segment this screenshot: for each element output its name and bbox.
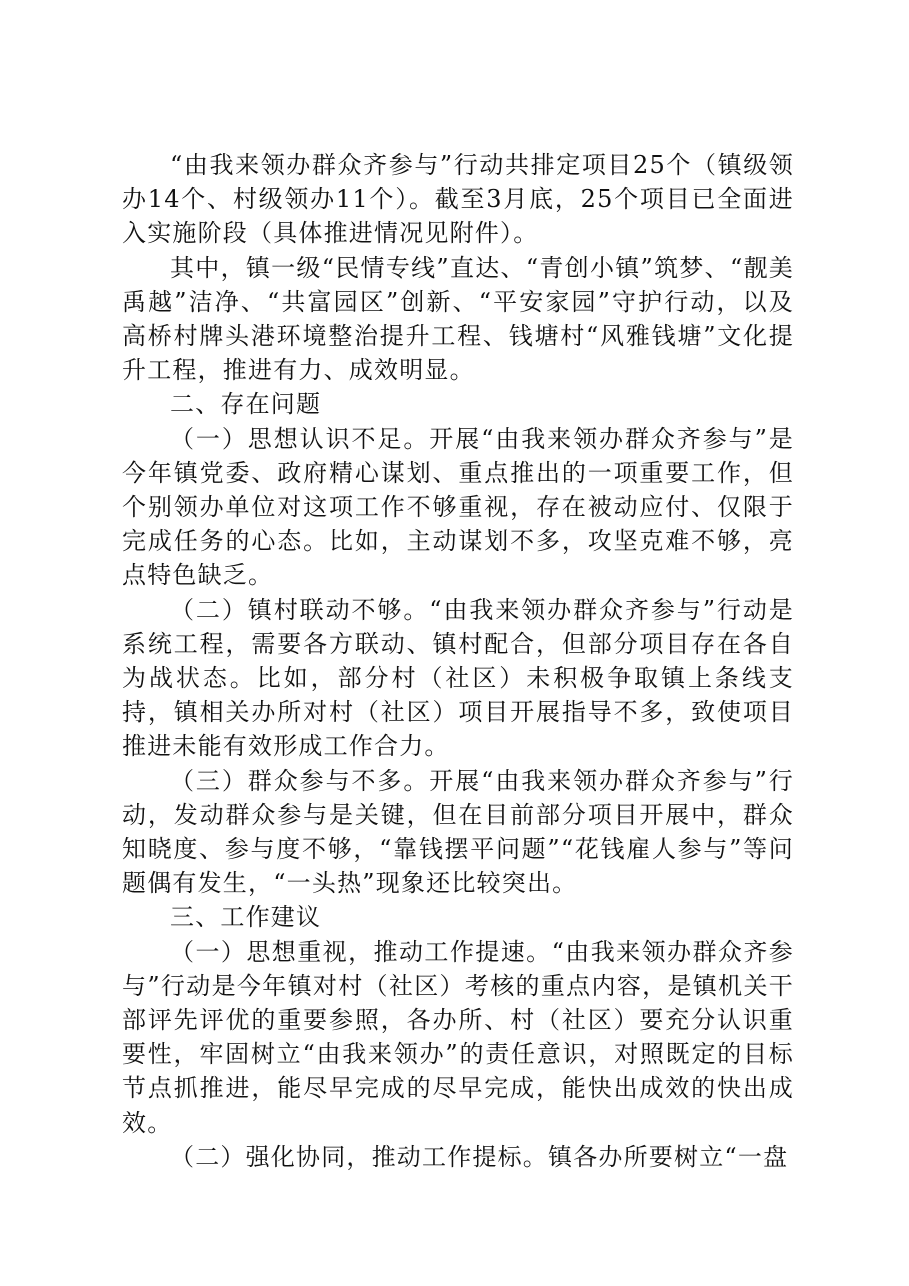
paragraph-highlights: 其中，镇一级“民情专线”直达、“青创小镇”筑梦、“靓美禹越”洁净、“共富园区”创新、“平安家园”守护行动，以及高桥村牌头港环境整治提升工程、钱塘村“风雅钱塘”文化提升工程，推进有力、成效明显。	[122, 253, 794, 385]
paragraph-project-count: “由我来领办群众齐参与”行动共排定项目25个（镇级领办14个、村级领办11个）。截至3月底，25个项目已全面进入实施阶段（具体推进情况见附件）。	[122, 151, 794, 248]
heading-problems: 二、存在问题	[170, 390, 322, 419]
paragraph-problem-3: （三）群众参与不多。开展“由我来领办群众齐参与”行动，发动群众参与是关键，但在目前部分项目开展中，群众知晓度、参与度不够，“靠钱摆平问题”“花钱雇人参与”等问题偶有发生，“一头热”现象还比较突出。	[122, 766, 794, 898]
heading-suggestions: 三、工作建议	[170, 903, 322, 932]
paragraph-problem-2: （二）镇村联动不够。“由我来领办群众齐参与”行动是系统工程，需要各方联动、镇村配合，但部分项目存在各自为战状态。比如，部分村（社区）未积极争取镇上条线支持，镇相关办所对村（社区）项目开展指导不多，致使项目推进未能有效形成工作合力。	[122, 595, 794, 761]
paragraph-problem-1: （一）思想认识不足。开展“由我来领办群众齐参与”是今年镇党委、政府精心谋划、重点推出的一项重要工作，但个别领办单位对这项工作不够重视，存在被动应付、仅限于完成任务的心态。比如，主动谋划不多，攻坚克难不够，亮点特色缺乏。	[122, 424, 794, 590]
document-body	[122, 148, 794, 1174]
paragraph-suggestion-1: （一）思想重视，推动工作提速。“由我来领办群众齐参与”行动是今年镇对村（社区）考核的重点内容，是镇机关干部评先评优的重要参照，各办所、村（社区）要充分认识重要性，牢固树立“由我来领办”的责任意识，对照既定的目标节点抓推进，能尽早完成的尽早完成，能快出成效的快出成效。	[122, 937, 794, 1137]
paragraph-suggestion-2: （二）强化协同，推动工作提标。镇各办所要树立“一盘	[170, 1142, 789, 1171]
